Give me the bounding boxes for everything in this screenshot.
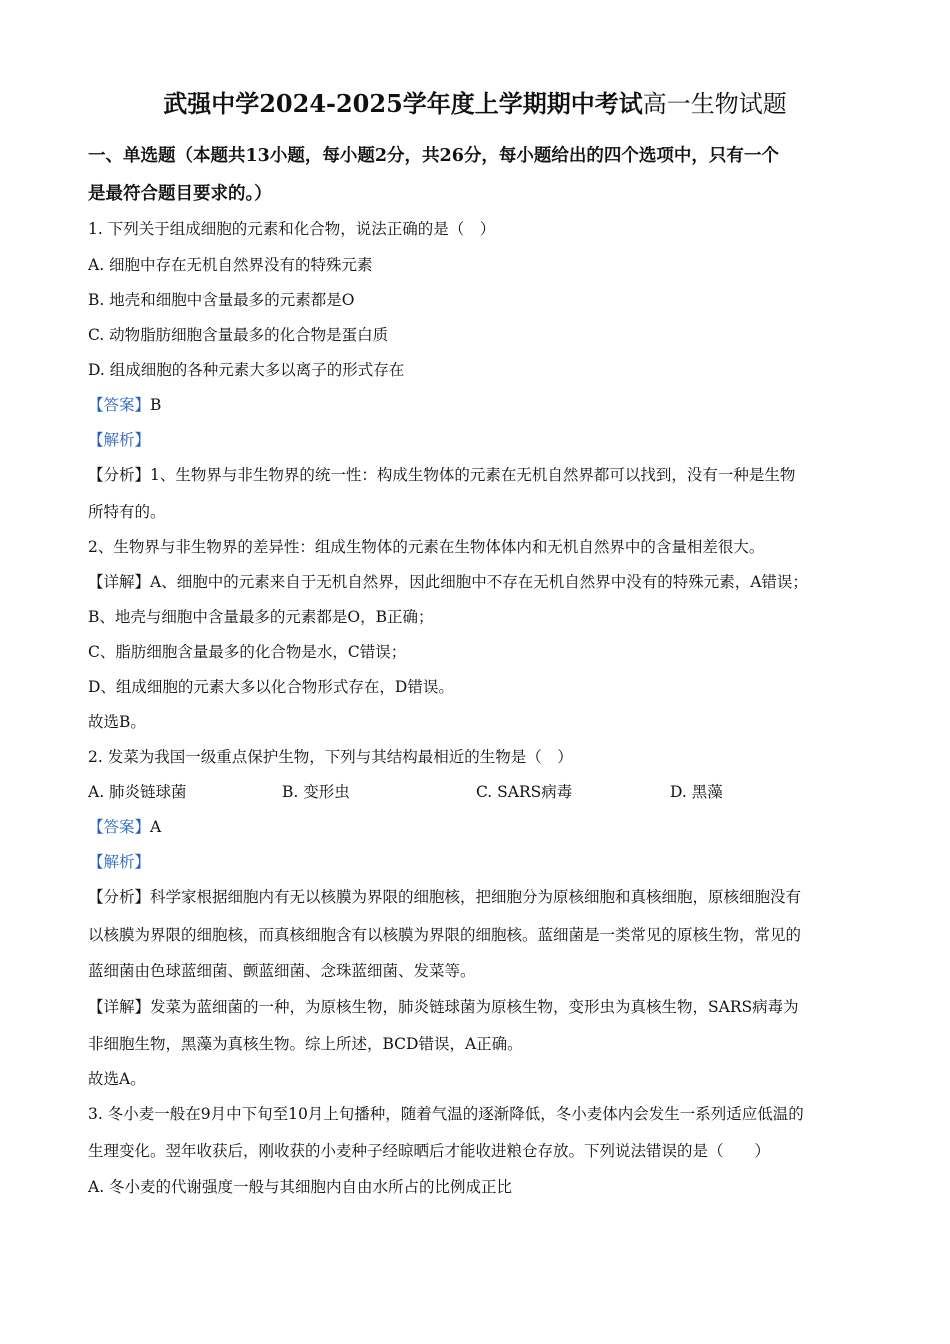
q1-xiangjie-line3: C、脂肪细胞含量最多的化合物是水，C错误； — [88, 643, 407, 661]
q1-fenxi-tag: 【分析】 — [88, 466, 151, 484]
q2-fenxi-line3: 蓝细菌由色球蓝细菌、颤蓝细菌、念珠蓝细菌、发菜等。 — [88, 962, 476, 980]
q1-stem: 1. 下列关于组成细胞的元素和化合物，说法正确的是（ ） — [88, 220, 496, 238]
q2-fenxi-line2: 以核膜为界限的细胞核，而真核细胞含有以核膜为界限的细胞核。蓝细菌是一类常见的原核生物，常见的 — [88, 926, 802, 944]
q2-option-a: A. 肺炎链球菌 — [88, 783, 187, 801]
q2-analysis-tag: 【解析】 — [88, 853, 151, 871]
q2-fenxi-line1 — [88, 886, 801, 908]
q2-conclusion: 故选A。 — [88, 1070, 146, 1088]
q1-option-a: A. 细胞中存在无机自然界没有的特殊元素 — [88, 256, 373, 274]
q1-fenxi-line1 — [88, 464, 795, 486]
q2-xiangjie-line1 — [88, 996, 799, 1018]
q2-xiangjie-tag: 【详解】 — [88, 998, 151, 1016]
q1-option-c: C. 动物脂肪细胞含量最多的化合物是蛋白质 — [88, 326, 389, 344]
q1-fenxi-line3: 2、生物界与非生物界的差异性：组成生物体的元素在生物体体内和无机自然界中的含量相差很大。 — [88, 538, 765, 556]
q2-answer-tag: 【答案】 — [88, 818, 151, 836]
q2-option-c: C. SARS病毒 — [476, 783, 573, 801]
q2-option-d: D. 黑藻 — [670, 783, 723, 801]
q1-xiangjie-tag: 【详解】 — [88, 573, 151, 591]
q1-answer-tag: 【答案】 — [88, 396, 151, 414]
exam-title — [0, 86, 950, 122]
q3-stem-line2: 生理变化。翌年收获后，刚收获的小麦种子经晾晒后才能收进粮仓存放。下列说法错误的是（ ） — [88, 1142, 771, 1160]
q2-stem: 2. 发菜为我国一级重点保护生物，下列与其结构最相近的生物是（ ） — [88, 748, 573, 766]
q1-analysis-heading — [88, 429, 150, 451]
q1-answer — [88, 394, 161, 416]
q1-option-d: D. 组成细胞的各种元素大多以离子的形式存在 — [88, 361, 405, 379]
q2-analysis-heading — [88, 851, 150, 873]
q1-xiangjie-text1: A、细胞中的元素来自于无机自然界，因此细胞中不存在无机自然界中没有的特殊元素，A错误； — [150, 573, 808, 591]
q1-xiangjie-line1 — [88, 571, 808, 593]
exam-title-bold: 武强中学2024-2025学年度上学期期中考试 — [163, 89, 643, 118]
q1-xiangjie-line4: D、组成细胞的元素大多以化合物形式存在，D错误。 — [88, 678, 454, 696]
q1-option-b: B. 地壳和细胞中含量最多的元素都是O — [88, 291, 355, 309]
q2-xiangjie-line2: 非细胞生物，黑藻为真核生物。综上所述，BCD错误，A正确。 — [88, 1035, 523, 1053]
q1-xiangjie-line2: B、地壳与细胞中含量最多的元素都是O，B正确； — [88, 608, 434, 626]
q1-fenxi-line2: 所特有的。 — [88, 503, 166, 521]
q1-answer-value: B — [150, 396, 162, 414]
section-heading-line1: 一、单选题（本题共13小题，每小题2分，共26分，每小题给出的四个选项中，只有一个 — [88, 146, 779, 166]
q2-xiangjie-text1: 发菜为蓝细菌的一种，为原核生物，肺炎链球菌为原核生物，变形虫为真核生物，SARS病毒为 — [150, 998, 799, 1016]
q2-option-b: B. 变形虫 — [282, 783, 350, 801]
q2-answer — [88, 816, 161, 838]
q1-fenxi-text1: 1、生物界与非生物界的统一性：构成生物体的元素在无机自然界都可以找到，没有一种是生物 — [150, 466, 796, 484]
q3-option-a: A. 冬小麦的代谢强度一般与其细胞内自由水所占的比例成正比 — [88, 1178, 513, 1196]
q3-stem-line1: 3. 冬小麦一般在9月中下旬至10月上旬播种，随着气温的逐渐降低，冬小麦体内会发生一系列适应低温的 — [88, 1105, 804, 1123]
q1-conclusion: 故选B。 — [88, 713, 146, 731]
section-heading-line2: 是最符合题目要求的。） — [88, 184, 272, 204]
q2-fenxi-text1: 科学家根据细胞内有无以核膜为界限的细胞核，把细胞分为原核细胞和真核细胞，原核细胞没有 — [150, 888, 802, 906]
q2-answer-value: A — [150, 818, 162, 836]
exam-title-subject: 高一生物试题 — [642, 90, 787, 118]
q2-fenxi-tag: 【分析】 — [88, 888, 151, 906]
q1-analysis-tag: 【解析】 — [88, 431, 151, 449]
